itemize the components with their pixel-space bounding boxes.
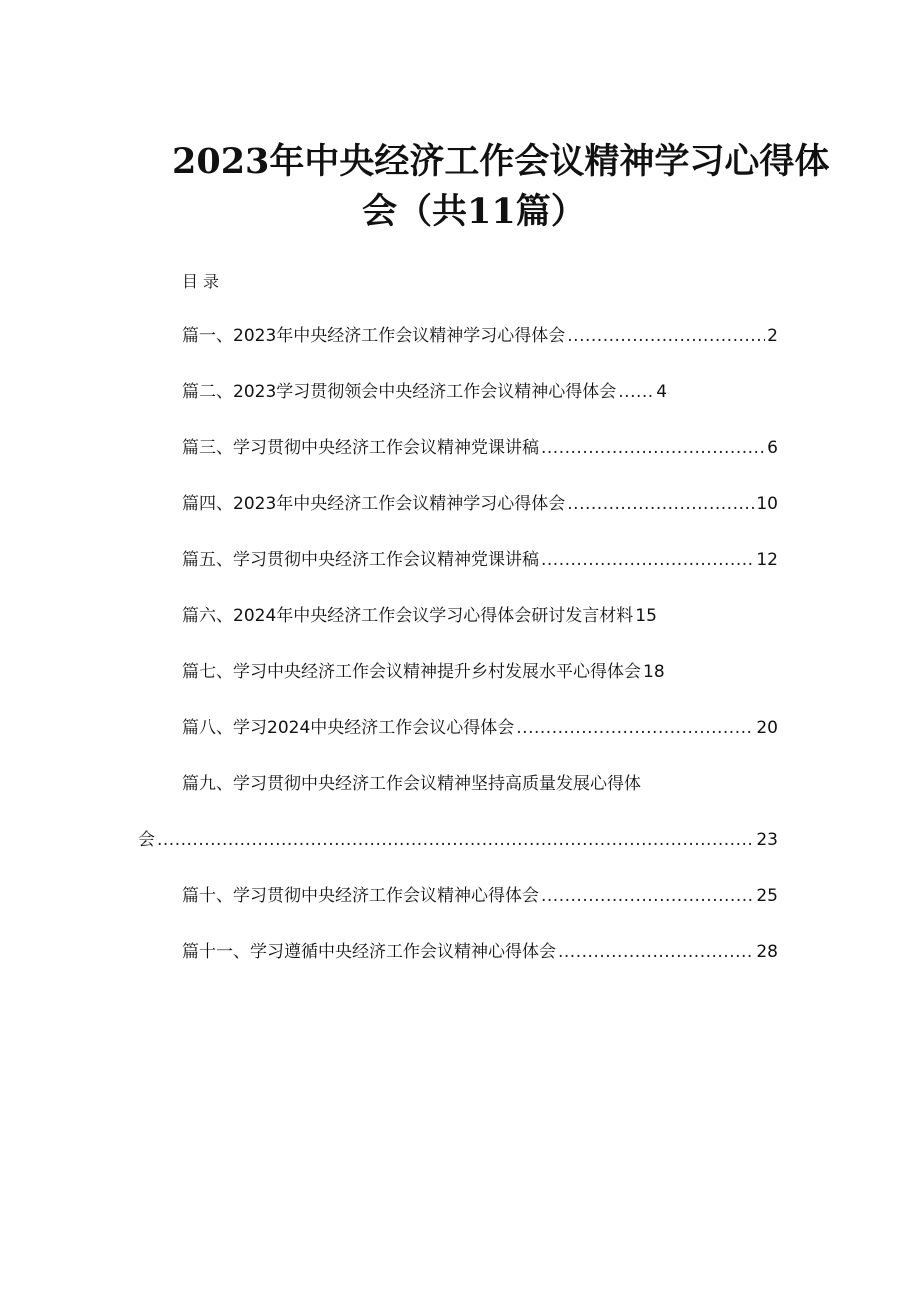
- toc-dot-leader: [618, 379, 654, 405]
- toc-page-number: 6: [767, 438, 778, 458]
- toc-dot-leader: [567, 323, 765, 349]
- toc-entry-5[interactable]: [182, 547, 778, 573]
- toc-entry-continuation-line: [138, 827, 778, 853]
- toc-dot-leader: [541, 547, 754, 573]
- toc-page-number: 12: [756, 550, 778, 570]
- toc-page-number: 28: [756, 942, 778, 962]
- toc-entry-title: 篇四、2023年中央经济工作会议精神学习心得体会: [182, 494, 566, 514]
- toc-entry-title: 篇十一、学习遵循中央经济工作会议精神心得体会: [182, 942, 556, 962]
- toc-entry-1[interactable]: [182, 323, 778, 349]
- toc-entry-title-continued: 会: [138, 830, 155, 850]
- toc-page-number: 23: [756, 830, 778, 850]
- toc-entry-8[interactable]: [182, 715, 778, 741]
- toc-entry-title: 篇三、学习贯彻中央经济工作会议精神党课讲稿: [182, 438, 539, 458]
- toc-entry-title: 篇十、学习贯彻中央经济工作会议精神心得体会: [182, 886, 539, 906]
- document-title-line-2: 会（共11篇）: [362, 191, 586, 232]
- toc-dot-leader: [567, 491, 754, 517]
- toc-entry-title: 篇六、2024年中央经济工作会议学习心得体会研讨发言材料: [182, 606, 634, 626]
- toc-dot-leader: [157, 827, 754, 853]
- toc-page-number: 15: [635, 606, 657, 626]
- toc-entry-title: 篇七、学习中央经济工作会议精神提升乡村发展水平心得体会: [182, 662, 641, 682]
- toc-entry-6[interactable]: [182, 603, 778, 629]
- toc-entry-4[interactable]: [182, 491, 778, 517]
- toc-entry-10[interactable]: [182, 883, 778, 909]
- toc-dot-leader: [541, 883, 754, 909]
- toc-page-number: 10: [756, 494, 778, 514]
- toc-entry-11[interactable]: [182, 939, 778, 965]
- toc-entry-title: 篇九、学习贯彻中央经济工作会议精神坚持高质量发展心得体: [182, 774, 641, 794]
- toc-entry-title: 篇一、2023年中央经济工作会议精神学习心得体会: [182, 326, 566, 346]
- toc-entry-title: 篇二、2023学习贯彻领会中央经济工作会议精神心得体会: [182, 382, 617, 402]
- toc-page-number: 20: [756, 718, 778, 738]
- toc-entry-title: 篇五、学习贯彻中央经济工作会议精神党课讲稿: [182, 550, 539, 570]
- toc-page-number: 4: [656, 382, 668, 402]
- toc-heading: 目录: [182, 272, 225, 291]
- toc-entry-3[interactable]: [182, 435, 778, 461]
- toc-entry-title-line: [182, 771, 778, 797]
- toc-entry-2[interactable]: [182, 379, 742, 405]
- toc-page-number: 18: [643, 662, 665, 682]
- document-title-line-1: 2023年中央经济工作会议精神学习心得体: [172, 141, 830, 182]
- toc-page-number: 2: [767, 326, 778, 346]
- toc-page-number: 25: [756, 886, 778, 906]
- toc-entry-title: 篇八、学习2024中央经济工作会议心得体会: [182, 718, 515, 738]
- toc-entry-7[interactable]: [182, 659, 778, 685]
- toc-dot-leader: [541, 435, 765, 461]
- toc-dot-leader: [558, 939, 754, 965]
- toc-dot-leader: [516, 715, 754, 741]
